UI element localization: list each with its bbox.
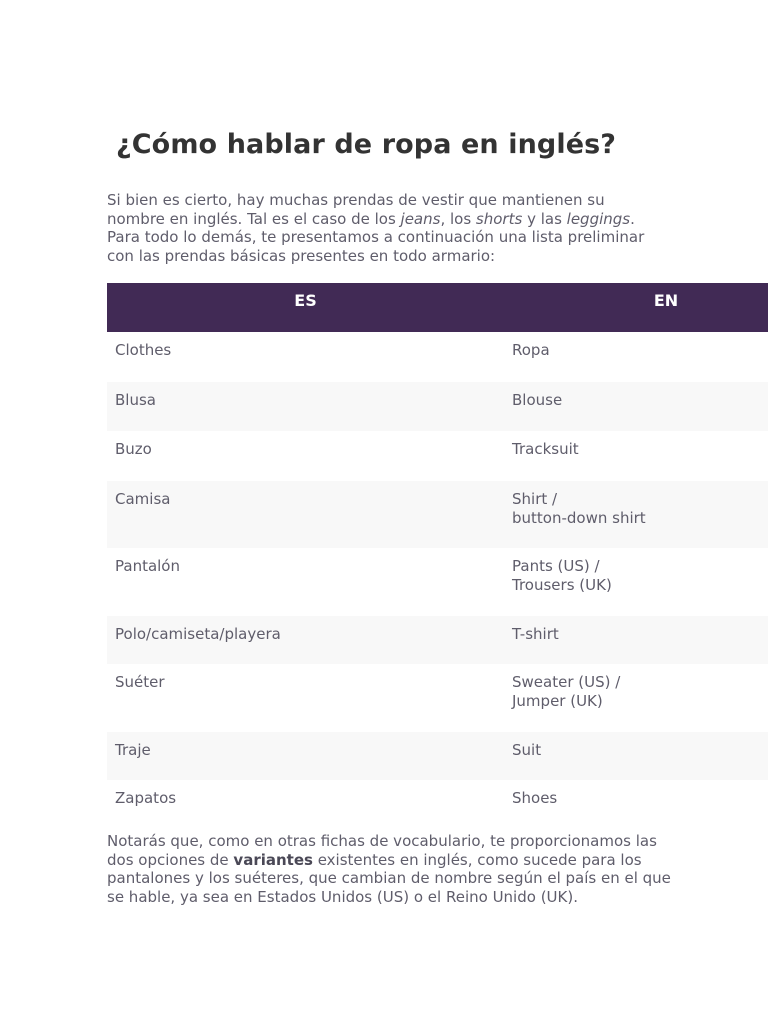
cell-es: Camisa — [107, 481, 504, 548]
column-header-en: EN — [504, 283, 768, 332]
cell-es: Suéter — [115, 673, 165, 691]
cell-en: T-shirt — [504, 616, 768, 664]
intro-text-4: . Para todo lo demás, te presentamos a continuación una lista preliminar con las prendas básicas presentes en todo armario: — [107, 209, 645, 265]
table-header-row — [107, 283, 768, 332]
table-row — [107, 780, 768, 828]
cell-es: Traje — [107, 732, 504, 780]
intro-text-2: , los — [440, 209, 476, 228]
table-row — [107, 332, 768, 382]
table-header — [107, 283, 768, 332]
table-row — [107, 664, 768, 732]
outro-term-variantes: variantes — [233, 850, 313, 869]
intro-term-shorts: shorts — [475, 209, 523, 228]
table-row — [107, 431, 768, 481]
outro-text-2: existentes en inglés, como sucede para los pantalones y los suéteres, que cambian de nombre según el país en el que se hable, ya sea en Estados Unidos (US) o el Reino Unido (UK). — [107, 850, 671, 906]
table-row — [107, 616, 768, 664]
table-body — [107, 332, 768, 828]
cell-en: Sweater (US) / Jumper (UK) — [512, 673, 621, 710]
intro-term-leggings: leggings — [566, 209, 631, 228]
cell-en: Tracksuit — [512, 440, 579, 458]
cell-es: Zapatos — [115, 789, 177, 807]
page-title: ¿Cómo hablar de ropa en inglés? — [116, 129, 617, 160]
outro-paragraph — [107, 832, 687, 906]
cell-en: Shoes — [512, 789, 558, 807]
cell-es: Pantalón — [115, 557, 180, 575]
outro-text-1: Notarás que, como en otras fichas de vocabulario, te proporcionamos las dos opciones de — [107, 832, 657, 869]
cell-es: Clothes — [115, 341, 172, 359]
cell-en: Suit — [504, 732, 768, 780]
cell-es: Buzo — [115, 440, 152, 458]
cell-en: Shirt / button-down shirt — [504, 481, 768, 548]
table-row — [107, 732, 768, 780]
intro-text-3: y las — [522, 209, 567, 228]
column-header-es: ES — [107, 283, 504, 332]
intro-paragraph — [107, 191, 667, 265]
cell-es: Blusa — [107, 382, 504, 431]
intro-term-jeans: jeans — [400, 209, 441, 228]
cell-en: Pants (US) / Trousers (UK) — [512, 557, 612, 594]
vocabulary-table — [107, 283, 768, 828]
cell-en: Ropa — [512, 341, 550, 359]
table-row — [107, 481, 768, 548]
table-row — [107, 382, 768, 431]
cell-en: Blouse — [504, 382, 768, 431]
table-row — [107, 548, 768, 616]
cell-es: Polo/camiseta/playera — [107, 616, 504, 664]
intro-text-1: Si bien es cierto, hay muchas prendas de vestir que mantienen su nombre en inglés. Tal es el caso de los — [107, 191, 605, 228]
